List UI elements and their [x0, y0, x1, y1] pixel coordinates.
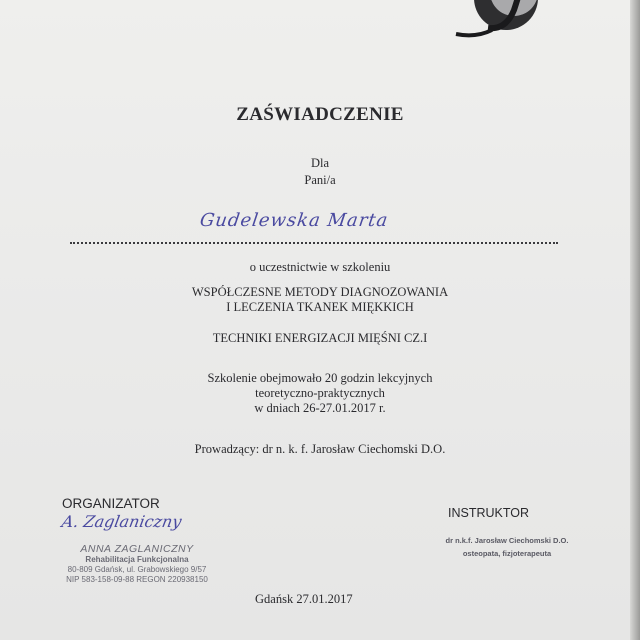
recipient-dotted-line: [70, 242, 558, 244]
stamp-company: Rehabilitacja Funkcjonalna: [85, 555, 189, 564]
hours-text-line2: teoretyczno-praktycznych: [255, 386, 385, 400]
recipient-label: Pani/a: [304, 173, 336, 187]
stamp-ids: NIP 583-158-09-88 REGON 220938150: [66, 575, 208, 584]
instructor-label: INSTRUKTOR: [448, 506, 530, 520]
dates-text: w dniach 26-27.01.2017 r.: [254, 401, 386, 415]
page-edge-shadow: [630, 0, 640, 640]
organizer-signature: A. Zaglaniczny: [60, 512, 184, 531]
instructor-stamp-name: dr n.k.f. Jarosław Ciechomski D.O.: [445, 536, 569, 545]
participation-text: o uczestnictwie w szkoleniu: [249, 260, 391, 274]
hours-text-line1: Szkolenie obejmowało 20 godzin lekcyjnych: [207, 371, 433, 385]
course-title-line2: I LECZENIA TKANEK MIĘKKICH: [226, 300, 414, 314]
stamp-address: 80-809 Gdańsk, ul. Grabowskiego 9/57: [67, 565, 207, 574]
stamp-name: ANNA ZAGLANICZNY: [80, 543, 194, 555]
instructor-stamp-title: osteopata, fizjoterapeuta: [462, 549, 552, 558]
lecturer-text: Prowadzący: dr n. k. f. Jarosław Ciechomski D.O.: [194, 442, 446, 456]
organizer-stamp: [62, 543, 212, 585]
organizer-label: ORGANIZATOR: [62, 496, 160, 511]
document-title: ZAŚWIADCZENIE: [236, 104, 404, 125]
course-subtitle: TECHNIKI ENERGIZACJI MIĘŚNI CZ.I: [212, 331, 428, 345]
for-label: Dla: [310, 156, 330, 170]
instructor-stamp: [432, 534, 582, 560]
logo-emblem: [448, 0, 548, 40]
place-date: Gdańsk 27.01.2017: [255, 592, 353, 606]
course-title-line1: WSPÓŁCZESNE METODY DIAGNOZOWANIA: [191, 285, 449, 299]
recipient-handwritten-name: Gudelewska Marta: [198, 210, 390, 231]
